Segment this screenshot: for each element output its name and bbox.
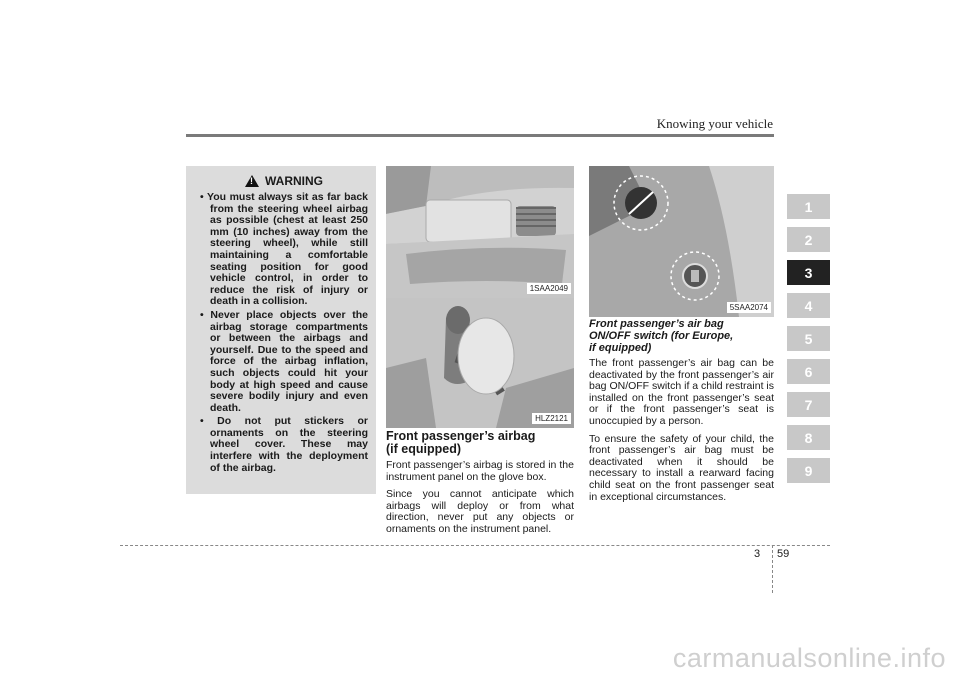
footer-rule	[120, 545, 830, 546]
paragraph: Front passenger’s airbag is stored in the instrument panel on the glove box.	[386, 459, 574, 483]
onoff-switch-photo	[589, 166, 774, 317]
front-airbag-section	[386, 430, 574, 542]
airbag-deploy-photo	[386, 298, 574, 428]
subsection-title-line: if equipped)	[589, 342, 652, 354]
chapter-tabs	[787, 194, 830, 491]
chapter-tab-7[interactable]: 7	[787, 392, 830, 417]
running-header: Knowing your vehicle	[656, 116, 773, 131]
warning-item: • Do not put stickers or ornaments on the steering wheel cover. These may interfere with the deployment of the airbag.	[200, 416, 368, 474]
airbag-illustration	[386, 298, 574, 428]
chapter-tab-5[interactable]: 5	[787, 326, 830, 351]
header-rule	[186, 134, 774, 137]
dashboard-illustration	[386, 166, 574, 298]
section-title-line: (if equipped)	[386, 442, 461, 456]
page-number: 59	[777, 548, 790, 560]
chapter-tab-4[interactable]: 4	[787, 293, 830, 318]
onoff-switch-section	[589, 318, 774, 509]
subsection-title-line: ON/OFF switch (for Europe,	[589, 330, 734, 342]
paragraph: The front passenger’s air bag can be deactivated by the front passenger’s air bag ON/OFF switch if a child restraint is installed on the front passenger’s seat or if the front passenger’s seat is unoccupied by a person.	[589, 357, 774, 427]
dashboard-photo	[386, 166, 574, 298]
chapter-tab-9[interactable]: 9	[787, 458, 830, 483]
chapter-tab-2[interactable]: 2	[787, 227, 830, 252]
image-caption: HLZ2121	[532, 413, 571, 424]
warning-box	[186, 166, 376, 494]
chapter-tab-6[interactable]: 6	[787, 359, 830, 384]
warning-item: • Never place objects over the airbag storage compartments or between the airbags and yourself. Due to the speed and force of the airbag inflation, such objects could hit your body at high speed and cause severe bodily injury and even death.	[200, 310, 368, 414]
subsection-title-line: Front passenger’s air bag	[589, 318, 724, 330]
warning-list	[200, 192, 368, 474]
paragraph: Since you cannot anticipate which airbags will deploy or from what direction, never put any objects or ornaments on the instrument panel.	[386, 488, 574, 535]
paragraph: To ensure the safety of your child, the front passenger’s air bag must be deactivated when it should be necessary to install a rearward facing child seat on the front passenger seat in exceptional circumstances.	[589, 432, 774, 503]
warning-header	[200, 174, 368, 188]
chapter-tab-3[interactable]: 3	[787, 260, 830, 285]
warning-title: WARNING	[265, 174, 323, 188]
warning-triangle-icon	[245, 175, 259, 187]
watermark: carmanualsonline.info	[672, 643, 946, 673]
image-caption: 1SAA2049	[527, 283, 571, 294]
page-chapter: 3	[754, 548, 761, 560]
footer-divider	[772, 545, 773, 593]
switch-illustration	[589, 166, 774, 317]
chapter-tab-8[interactable]: 8	[787, 425, 830, 450]
chapter-tab-1[interactable]: 1	[787, 194, 830, 219]
section-title-line: Front passenger’s airbag	[386, 429, 536, 443]
image-caption: 5SAA2074	[727, 302, 771, 313]
warning-item: • You must always sit as far back from the steering wheel airbag as possible (chest at least 250 mm (10 inches) away from the steering wheel), while still maintaining a comfortable seating position for good vehicle control, in order to reduce the risk of injury or death in a collision.	[200, 192, 368, 308]
